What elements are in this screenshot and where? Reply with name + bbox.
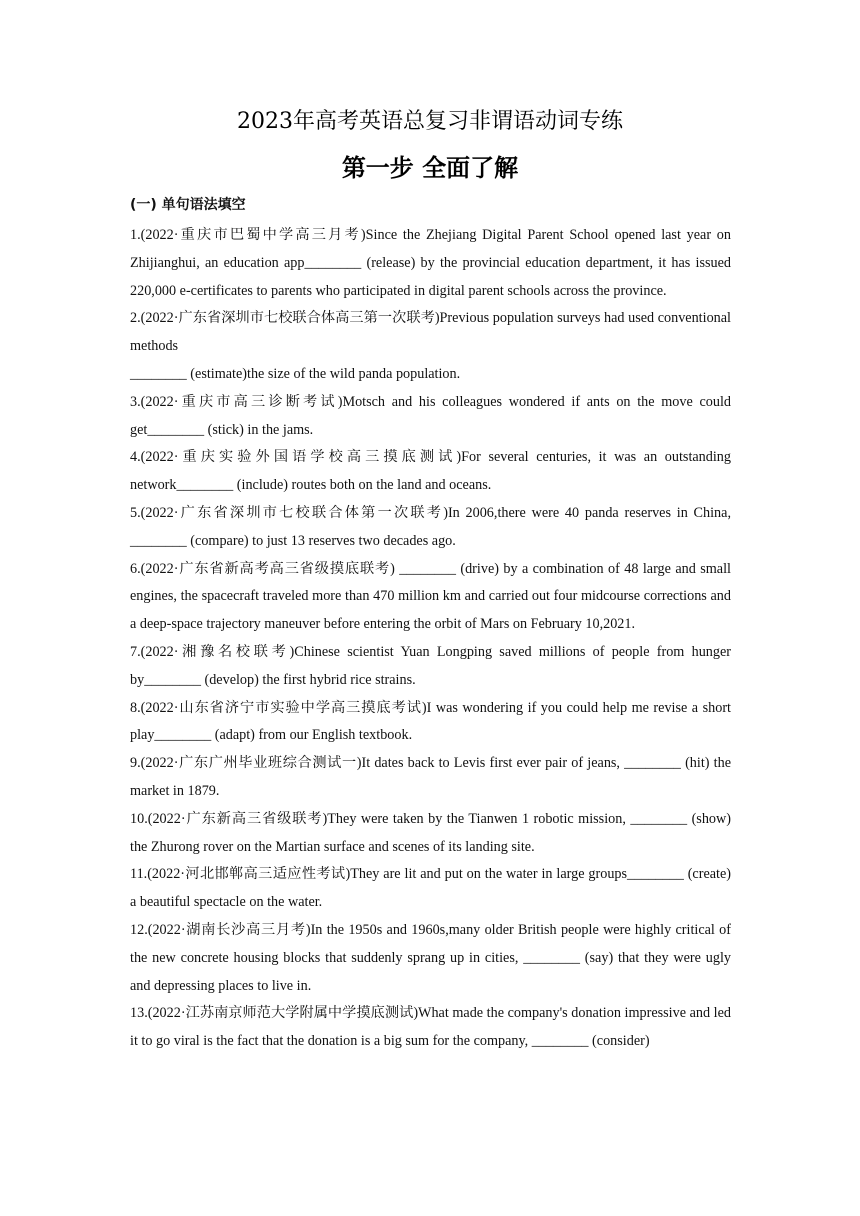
document-title: 2023年高考英语总复习非谓语动词专练	[237, 109, 623, 134]
section-heading: (一) 单句语法填空	[130, 197, 246, 213]
question-6: 6.(2022·广东省新高考高三省级摸底联考) ________ (drive) by a combination of 48 large and small engines, the spacecraft traveled more than 470 million km and carried out four midcourse corrections and a deep-space trajectory maneuver before entering the orbit of Mars on February 10,2021.	[130, 560, 731, 633]
question-1: 1.(2022·重庆市巴蜀中学高三月考)Since the Zhejiang Digital Parent School opened last year on Zhijianghui, an education app________ (release) by the provincial education department, it has issued 220,000 e-certificates to parents who participated in digital parent schools across the province.	[130, 227, 731, 299]
question-8: 8.(2022·山东省济宁市实验中学高三摸底考试)I was wondering if you could help me revise a short play________ (adapt) from our English textbook.	[130, 699, 731, 744]
question-12: 12.(2022·湖南长沙高三月考)In the 1950s and 1960s,many older British people were highly critical of the new concrete housing blocks that suddenly sprang up in cities, ________ (say) that they were ugly and depressing places to live in.	[130, 921, 731, 994]
question-7: 7.(2022·湘豫名校联考)Chinese scientist Yuan Longping saved millions of people from hunger by________ (develop) the first hybrid rice strains.	[130, 643, 731, 688]
question-list	[130, 222, 731, 1056]
question-2: 2.(2022·广东省深圳市七校联合体高三第一次联考)Previous population surveys had used conventional methods	[130, 310, 731, 355]
question-10: 10.(2022·广东新高三省级联考)They were taken by the Tianwen 1 robotic mission, ________ (show) the Zhurong rover on the Martian surface and scenes of its landing site.	[130, 810, 731, 855]
question-9: 9.(2022·广东广州毕业班综合测试一)It dates back to Levis first ever pair of jeans, ________ (hit) the market in 1879.	[130, 755, 731, 799]
question-4: 4.(2022·重庆实验外国语学校高三摸底测试)For several centuries, it was an outstanding network________ (include) routes both on the land and oceans.	[130, 449, 731, 494]
question-11: 11.(2022·河北邯郸高三适应性考试)They are lit and put on the water in large groups________ (create) a beautiful spectacle on the water.	[130, 866, 731, 911]
question-13: 13.(2022·江苏南京师范大学附属中学摸底测试)What made the company's donation impressive and led it to go viral is the fact that the donation is a big sum for the company, ________ (consider)	[130, 1005, 731, 1050]
document-subtitle: 第一步 全面了解	[341, 153, 519, 182]
question-5: 5.(2022·广东省深圳市七校联合体第一次联考)In 2006,there were 40 panda reserves in China, ________ (compare) to just 13 reserves two decades ago.	[130, 504, 731, 549]
question-3: 3.(2022·重庆市高三诊断考试)Motsch and his colleagues wondered if ants on the move could get________ (stick) in the jams.	[130, 393, 731, 438]
question-2-continued: ________ (estimate)the size of the wild panda population.	[130, 365, 461, 382]
